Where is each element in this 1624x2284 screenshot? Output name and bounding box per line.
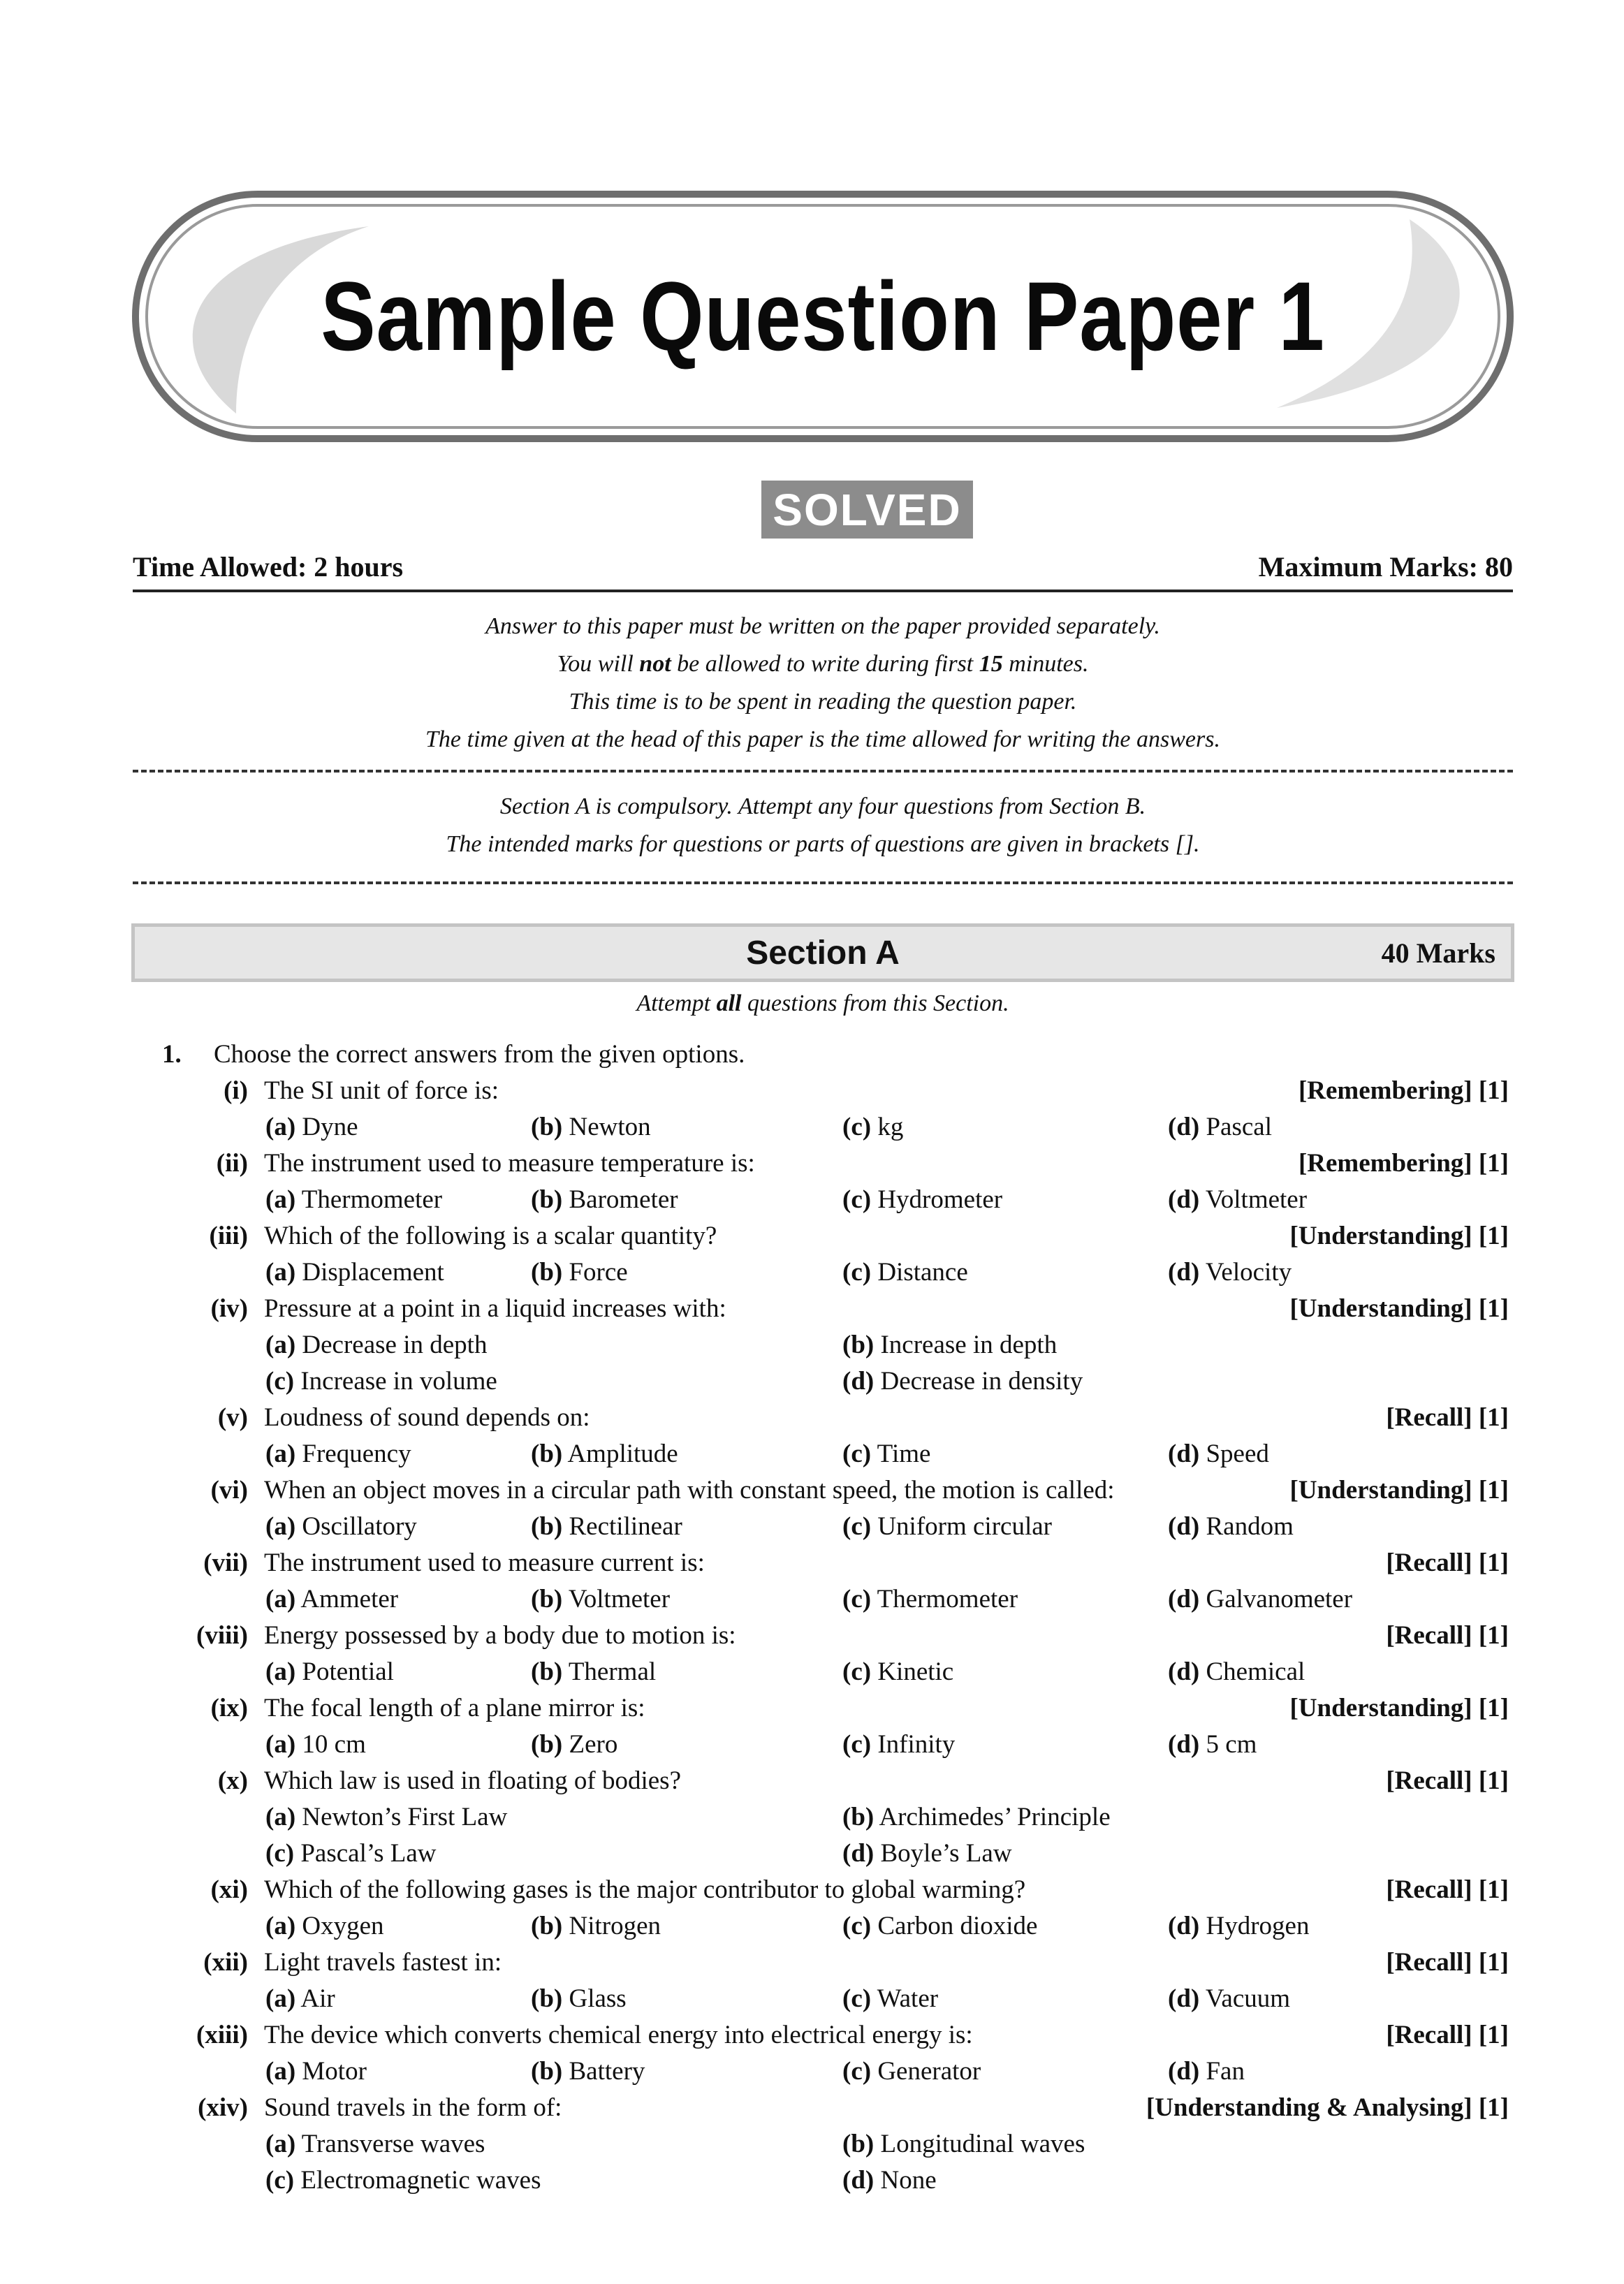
option-letter: (d)	[1168, 1512, 1200, 1541]
answer-option: (b) Battery	[531, 2057, 645, 2086]
maximum-marks: Maximum Marks: 80	[1258, 551, 1513, 583]
question-line	[0, 1511, 1624, 1548]
subquestion-number: (i)	[224, 1076, 248, 1105]
option-letter: (a)	[265, 1113, 296, 1141]
option-letter: (d)	[1168, 1657, 1200, 1686]
option-letter: (b)	[842, 1331, 875, 1359]
answer-option: (c) Kinetic	[842, 1657, 954, 1686]
option-letter: (b)	[531, 1657, 563, 1686]
option-letter: (d)	[842, 1839, 875, 1868]
subquestion-text: Which of the following gases is the major contributor to global warming?	[264, 1875, 1026, 1904]
answer-option: (d) Vacuum	[1168, 1984, 1291, 2013]
question-line	[0, 1693, 1624, 1729]
subquestion-number: (iii)	[209, 1222, 248, 1250]
option-letter: (a)	[265, 2057, 296, 2086]
option-letter: (b)	[531, 1440, 563, 1468]
instruction-line: Answer to this paper must be written on the paper provided separately.	[485, 613, 1160, 639]
question-line	[0, 2056, 1624, 2093]
subquestion-text: Light travels fastest in:	[264, 1948, 502, 1977]
question-intro: Choose the correct answers from the given options.	[214, 1040, 745, 1069]
question-line	[0, 1330, 1624, 1366]
answer-option: (a) Transverse waves	[265, 2130, 485, 2158]
question-line	[0, 1584, 1624, 1620]
option-letter: (b)	[531, 1984, 563, 2013]
option-letter: (d)	[1168, 2057, 1200, 2086]
subquestion-number: (xii)	[203, 1948, 248, 1977]
option-letter: (a)	[265, 1258, 296, 1287]
section-note: Attempt all questions from this Section.	[636, 990, 1009, 1016]
marks-tag: [Understanding & Analysing] [1]	[1146, 2093, 1509, 2122]
option-letter: (d)	[1168, 1585, 1200, 1613]
question-line	[0, 1475, 1624, 1511]
subquestion-number: (v)	[217, 1403, 248, 1432]
answer-option: (c) Distance	[842, 1258, 968, 1287]
option-letter: (a)	[265, 1440, 296, 1468]
option-letter: (d)	[1168, 1185, 1200, 1214]
option-letter: (a)	[265, 1185, 296, 1214]
option-letter: (d)	[842, 1367, 875, 1396]
option-letter: (c)	[842, 1113, 872, 1141]
answer-option: (a) Decrease in depth	[265, 1331, 488, 1359]
answer-option: (b) Glass	[531, 1984, 627, 2013]
option-letter: (d)	[842, 2166, 875, 2195]
subquestion-text: The focal length of a plane mirror is:	[264, 1694, 645, 1722]
marks-tag: [Recall] [1]	[1386, 1403, 1509, 1432]
answer-option: (c) Pascal’s Law	[265, 1839, 437, 1868]
answer-option: (b) Longitudinal waves	[842, 2130, 1085, 2158]
question-line	[0, 1875, 1624, 1911]
subquestion-number: (x)	[217, 1766, 248, 1795]
answer-option: (b) Thermal	[531, 1657, 657, 1686]
answer-option: (a) Newton’s First Law	[265, 1803, 508, 1831]
question-line	[0, 1148, 1624, 1185]
answer-option: (a) 10 cm	[265, 1730, 366, 1759]
subquestion-text: Pressure at a point in a liquid increases with:	[264, 1294, 726, 1323]
subquestion-number: (vii)	[203, 1549, 248, 1577]
answer-option: (a) Frequency	[265, 1440, 411, 1468]
option-letter: (c)	[842, 1984, 872, 2013]
option-letter: (d)	[1168, 1984, 1200, 2013]
time-allowed: Time Allowed: 2 hours	[133, 551, 404, 583]
marks-tag: [Recall] [1]	[1386, 1549, 1509, 1577]
marks-tag: [Understanding] [1]	[1289, 1222, 1509, 1250]
marks-tag: [Remembering] [1]	[1298, 1076, 1509, 1105]
instruction-line: The time given at the head of this paper is the time allowed for writing the answers.	[425, 726, 1220, 752]
subquestion-number: (xi)	[210, 1875, 248, 1904]
instruction-line: The intended marks for questions or parts of questions are given in brackets [].	[446, 831, 1200, 857]
solved-badge: SOLVED	[761, 481, 973, 539]
answer-option: (d) 5 cm	[1168, 1730, 1257, 1759]
option-letter: (b)	[531, 1185, 563, 1214]
option-letter: (c)	[842, 1258, 872, 1287]
option-letter: (b)	[531, 2057, 563, 2086]
answer-option: (a) Thermometer	[265, 1185, 443, 1214]
option-letter: (b)	[531, 1912, 563, 1940]
question-line	[0, 1039, 1624, 1076]
option-letter: (c)	[842, 1585, 872, 1613]
answer-option: (b) Barometer	[531, 1185, 678, 1214]
answer-option: (a) Potential	[265, 1657, 394, 1686]
answer-option: (a) Air	[265, 1984, 335, 2013]
page-title: Sample Question Paper 1	[321, 261, 1325, 371]
option-letter: (b)	[842, 1803, 875, 1831]
subquestion-number: (xiv)	[198, 2093, 248, 2122]
marks-tag: [Remembering] [1]	[1298, 1149, 1509, 1178]
subquestion-text: The SI unit of force is:	[264, 1076, 499, 1105]
answer-option: (d) Random	[1168, 1512, 1294, 1541]
subquestion-text: The instrument used to measure temperature is:	[264, 1149, 755, 1178]
answer-option: (d) Speed	[1168, 1440, 1269, 1468]
instruction-line: Section A is compulsory. Attempt any four questions from Section B.	[499, 793, 1146, 819]
option-letter: (a)	[265, 1657, 296, 1686]
section-marks: 40 Marks	[1381, 937, 1495, 969]
option-letter: (b)	[531, 1258, 563, 1287]
option-letter: (a)	[265, 1984, 296, 2013]
subquestion-number: (xiii)	[196, 2021, 248, 2049]
marks-tag: [Recall] [1]	[1386, 1621, 1509, 1650]
section-title: Section A	[746, 934, 900, 972]
option-letter: (d)	[1168, 1912, 1200, 1940]
option-letter: (c)	[842, 2057, 872, 2086]
option-letter: (b)	[531, 1512, 563, 1541]
marks-tag: [Recall] [1]	[1386, 1766, 1509, 1795]
question-line	[0, 1947, 1624, 1984]
answer-option: (a) Ammeter	[265, 1585, 399, 1613]
dashed-divider	[133, 770, 1513, 773]
answer-option: (c) Increase in volume	[265, 1367, 497, 1396]
option-letter: (d)	[1168, 1258, 1200, 1287]
answer-option: (d) Voltmeter	[1168, 1185, 1308, 1214]
question-line	[0, 1984, 1624, 2020]
answer-option: (c) Carbon dioxide	[842, 1912, 1038, 1940]
question-line	[0, 1548, 1624, 1584]
subquestion-text: Sound travels in the form of:	[264, 2093, 562, 2122]
option-letter: (a)	[265, 1912, 296, 1940]
question-line	[0, 2020, 1624, 2056]
answer-option: (b) Archimedes’ Principle	[842, 1803, 1111, 1831]
marks-tag: [Understanding] [1]	[1289, 1694, 1509, 1722]
instruction-line: This time is to be spent in reading the question paper.	[569, 689, 1077, 715]
option-letter: (d)	[1168, 1730, 1200, 1759]
answer-option: (c) Infinity	[842, 1730, 956, 1759]
answer-option: (b) Amplitude	[531, 1440, 678, 1468]
answer-option: (a) Displacement	[265, 1258, 444, 1287]
option-letter: (a)	[265, 1803, 296, 1831]
question-line	[0, 1838, 1624, 1875]
answer-option: (b) Nitrogen	[531, 1912, 661, 1940]
question-line	[0, 1439, 1624, 1475]
answer-option: (b) Voltmeter	[531, 1585, 671, 1613]
option-letter: (a)	[265, 1512, 296, 1541]
option-letter: (c)	[265, 1367, 295, 1396]
answer-option: (d) Velocity	[1168, 1258, 1292, 1287]
instruction-line: You will not be allowed to write during first 15 minutes.	[557, 651, 1089, 677]
question-line	[0, 2165, 1624, 2202]
option-letter: (a)	[265, 2130, 296, 2158]
answer-option: (d) Chemical	[1168, 1657, 1305, 1686]
option-letter: (c)	[842, 1912, 872, 1940]
option-letter: (a)	[265, 1585, 296, 1613]
answer-option: (c) kg	[842, 1113, 904, 1141]
answer-option: (c) Time	[842, 1440, 931, 1468]
subquestion-text: Which of the following is a scalar quantity?	[264, 1222, 717, 1250]
subquestion-number: (iv)	[210, 1294, 248, 1323]
subquestion-number: (viii)	[196, 1621, 248, 1650]
option-letter: (a)	[265, 1331, 296, 1359]
option-letter: (a)	[265, 1730, 296, 1759]
option-letter: (b)	[531, 1585, 563, 1613]
exam-meta-row	[133, 548, 1513, 592]
question-line	[0, 1620, 1624, 1657]
question-line	[0, 1221, 1624, 1257]
question-line	[0, 1657, 1624, 1693]
answer-option: (b) Zero	[531, 1730, 618, 1759]
answer-option: (d) Hydrogen	[1168, 1912, 1310, 1940]
answer-option: (c) Uniform circular	[842, 1512, 1052, 1541]
subquestion-number: (vi)	[210, 1476, 248, 1505]
general-instructions	[133, 608, 1513, 759]
question-line	[0, 1403, 1624, 1439]
answer-option: (d) Decrease in density	[842, 1367, 1083, 1396]
dashed-divider	[133, 881, 1513, 884]
option-letter: (b)	[531, 1113, 563, 1141]
question-line	[0, 2129, 1624, 2165]
subquestion-number: (ii)	[216, 1149, 248, 1178]
option-letter: (b)	[842, 2130, 875, 2158]
answer-option: (c) Thermometer	[842, 1585, 1018, 1613]
answer-option: (d) Pascal	[1168, 1113, 1273, 1141]
marks-tag: [Recall] [1]	[1386, 1875, 1509, 1904]
question-line	[0, 1257, 1624, 1294]
answer-option: (c) Hydrometer	[842, 1185, 1003, 1214]
answer-option: (b) Newton	[531, 1113, 651, 1141]
answer-option: (b) Rectilinear	[531, 1512, 682, 1541]
question-line	[0, 1911, 1624, 1947]
answer-option: (a) Motor	[265, 2057, 367, 2086]
answer-option: (d) Boyle’s Law	[842, 1839, 1012, 1868]
question-line	[0, 2093, 1624, 2129]
option-letter: (c)	[265, 1839, 295, 1868]
marks-tag: [Understanding] [1]	[1289, 1476, 1509, 1505]
question-line	[0, 1366, 1624, 1403]
subquestion-text: Loudness of sound depends on:	[264, 1403, 590, 1432]
subquestion-text: Energy possessed by a body due to motion is:	[264, 1621, 736, 1650]
marks-tag: [Understanding] [1]	[1289, 1294, 1509, 1323]
answer-option: (d) Galvanometer	[1168, 1585, 1353, 1613]
question-line	[0, 1112, 1624, 1148]
option-letter: (c)	[265, 2166, 295, 2195]
answer-option: (a) Oscillatory	[265, 1512, 417, 1541]
option-letter: (c)	[842, 1185, 872, 1214]
option-letter: (c)	[842, 1657, 872, 1686]
answer-option: (d) Fan	[1168, 2057, 1245, 2086]
marks-tag: [Recall] [1]	[1386, 2021, 1509, 2049]
title-banner	[131, 190, 1514, 443]
question-line	[0, 1802, 1624, 1838]
question-line	[0, 1729, 1624, 1766]
answer-option: (b) Force	[531, 1258, 628, 1287]
option-letter: (b)	[531, 1730, 563, 1759]
subquestion-text: When an object moves in a circular path with constant speed, the motion is called:	[264, 1476, 1115, 1505]
question-line	[0, 1294, 1624, 1330]
answer-option: (d) None	[842, 2166, 937, 2195]
section-instructions	[133, 788, 1513, 863]
marks-tag: [Recall] [1]	[1386, 1948, 1509, 1977]
answer-option: (b) Increase in depth	[842, 1331, 1058, 1359]
subquestion-number: (ix)	[210, 1694, 248, 1722]
answer-option: (c) Water	[842, 1984, 939, 2013]
option-letter: (d)	[1168, 1113, 1200, 1141]
subquestion-text: Which law is used in floating of bodies?	[264, 1766, 682, 1795]
question-line	[0, 1076, 1624, 1112]
option-letter: (c)	[842, 1440, 872, 1468]
answer-option: (c) Generator	[842, 2057, 981, 2086]
question-line	[0, 1766, 1624, 1802]
subquestion-text: The instrument used to measure current is:	[264, 1549, 705, 1577]
subquestion-text: The device which converts chemical energy into electrical energy is:	[264, 2021, 973, 2049]
option-letter: (c)	[842, 1512, 872, 1541]
question-line	[0, 1185, 1624, 1221]
question-number: 1.	[162, 1040, 182, 1069]
answer-option: (a) Oxygen	[265, 1912, 384, 1940]
option-letter: (d)	[1168, 1440, 1200, 1468]
answer-option: (a) Dyne	[265, 1113, 358, 1141]
option-letter: (c)	[842, 1730, 872, 1759]
answer-option: (c) Electromagnetic waves	[265, 2166, 541, 2195]
section-header	[131, 923, 1514, 982]
